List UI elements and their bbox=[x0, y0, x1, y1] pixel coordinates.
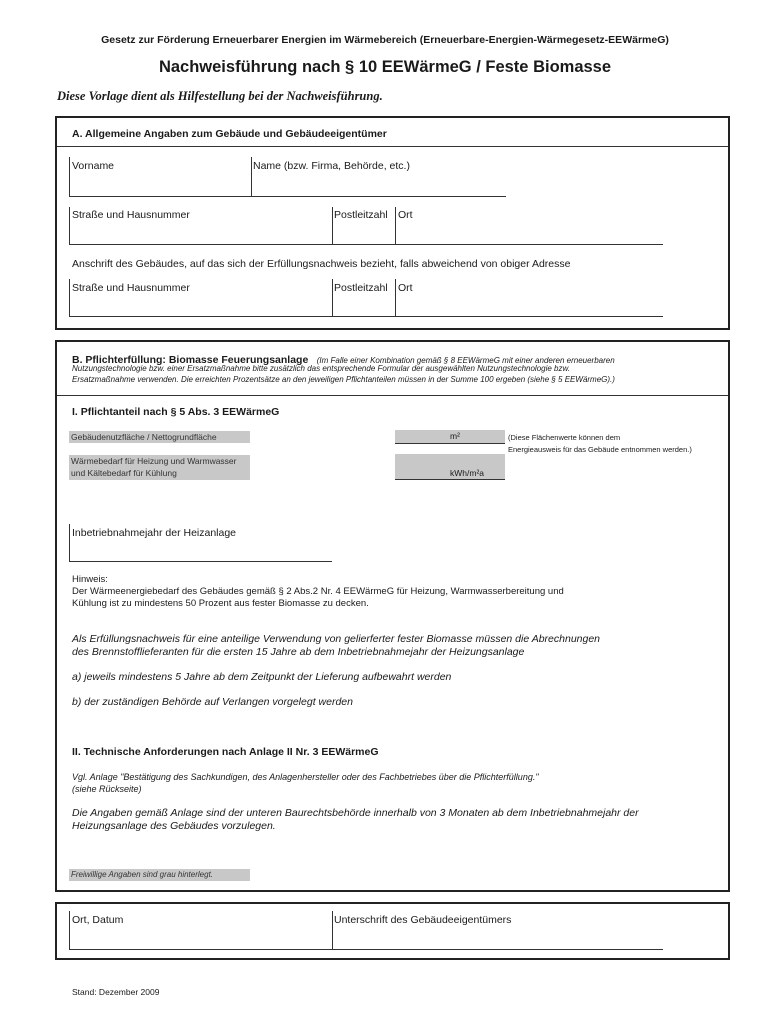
section-b-note-2: Nutzungstechnologie bzw. einer Ersatzmaßnahme bitte zusätzlich das entsprechende Formular der ausgewählten Nutzungstechnologie bzw. bbox=[72, 364, 571, 373]
submit-line-1: Die Angaben gemäß Anlage sind der unteren Baurechtsbehörde innerhalb von 3 Monaten ab dem Inbetriebnahmejahr der bbox=[72, 807, 639, 819]
part1-heading: I. Pflichtanteil nach § 5 Abs. 3 EEWärmeG bbox=[72, 406, 280, 418]
vgl-line-2: (siehe Rückseite) bbox=[72, 784, 142, 794]
part2-heading: II. Technische Anforderungen nach Anlage II Nr. 3 EEWärmeG bbox=[72, 746, 379, 758]
demand-label-1: Wärmebedarf für Heizung und Warmwasser bbox=[71, 456, 237, 466]
demand-label-2: und Kältebedarf für Kühlung bbox=[71, 468, 177, 478]
building-address-note: Anschrift des Gebäudes, auf das sich der Erfüllungsnachweis bezieht, falls abweichend von obiger Adresse bbox=[72, 258, 571, 270]
name-label: Name (bzw. Firma, Behörde, etc.) bbox=[253, 160, 410, 172]
law-title: Gesetz zur Förderung Erneuerbarer Energien im Wärmebereich (Erneuerbare-Energien-Wärmegesetz-EEWärmeG) bbox=[101, 34, 669, 46]
plz2-label: Postleitzahl bbox=[334, 282, 388, 294]
submit-line-2: Heizungsanlage des Gebäudes vorzulegen. bbox=[72, 820, 276, 832]
strasse2-label: Straße und Hausnummer bbox=[72, 282, 190, 294]
proof-a: a) jeweils mindestens 5 Jahre ab dem Zeitpunkt der Lieferung aufbewahrt werden bbox=[72, 671, 452, 683]
owner-signature-label: Unterschrift des Gebäudeeigentümers bbox=[334, 914, 512, 926]
place-date-label: Ort, Datum bbox=[72, 914, 124, 926]
page-subtitle: Diese Vorlage dient als Hilfestellung bei der Nachweisführung. bbox=[57, 89, 383, 103]
proof-line-2: des Brennstofflieferanten für die ersten 15 Jahre ab dem Inbetriebnahmejahr der Heizungsanlage bbox=[72, 646, 525, 658]
area-label: Gebäudenutzfläche / Nettogrundfläche bbox=[71, 432, 217, 442]
year-label: Inbetriebnahmejahr der Heizanlage bbox=[72, 527, 237, 539]
proof-b: b) der zuständigen Behörde auf Verlangen vorgelegt werden bbox=[72, 696, 353, 708]
ort-field[interactable] bbox=[395, 207, 663, 245]
area-unit: m² bbox=[450, 431, 460, 441]
hint-title: Hinweis: bbox=[72, 574, 108, 585]
plz-label: Postleitzahl bbox=[334, 209, 388, 221]
area-note-2: Energieausweis für das Gebäude entnommen werden.) bbox=[508, 445, 692, 454]
hint-line-1: Der Wärmeenergiebedarf des Gebäudes gemäß § 2 Abs.2 Nr. 4 EEWärmeG für Heizung, Warmwasserbereitung und bbox=[72, 586, 564, 597]
hint-line-2: Kühlung ist zu mindestens 50 Prozent aus fester Biomasse zu decken. bbox=[72, 598, 369, 609]
area-note-1: (Diese Flächenwerte können dem bbox=[508, 433, 621, 442]
demand-unit: kWh/m²a bbox=[450, 468, 484, 478]
section-b-note-1: (Im Falle einer Kombination gemäß § 8 EEWärmeG mit einer anderen erneuerbaren bbox=[316, 356, 615, 365]
ort2-label: Ort bbox=[398, 282, 413, 294]
section-b-title: B. Pflichterfüllung: Biomasse Feuerungsanlage bbox=[72, 354, 309, 366]
stand-date: Stand: Dezember 2009 bbox=[72, 987, 160, 997]
section-a-heading: A. Allgemeine Angaben zum Gebäude und Gebäudeeigentümer bbox=[72, 128, 387, 140]
proof-line-1: Als Erfüllungsnachweis für eine anteilige Verwendung von gelierferter fester Biomasse müssen die Abrechnungen bbox=[72, 633, 601, 645]
vgl-line-1: Vgl. Anlage "Bestätigung des Sachkundigen, des Anlagenhersteller oder des Fachbetriebes über die Pflichterfüllung." bbox=[72, 772, 539, 782]
ort-label: Ort bbox=[398, 209, 413, 221]
divider bbox=[57, 146, 728, 147]
ort2-field[interactable] bbox=[395, 279, 663, 317]
page-title: Nachweisführung nach § 10 EEWärmeG / Feste Biomasse bbox=[158, 58, 612, 76]
divider bbox=[57, 395, 728, 396]
voluntary-note: Freiwillige Angaben sind grau hinterlegt. bbox=[71, 870, 214, 879]
section-b-note-3: Ersatzmaßnahme verwenden. Die erreichten Prozentsätze an den jeweiligen Pflichtanteilen müssen in der Summe 100 ergeben (siehe § 5 EEWärmeG).) bbox=[72, 375, 615, 384]
strasse-label: Straße und Hausnummer bbox=[72, 209, 190, 221]
vorname-label: Vorname bbox=[72, 160, 115, 172]
